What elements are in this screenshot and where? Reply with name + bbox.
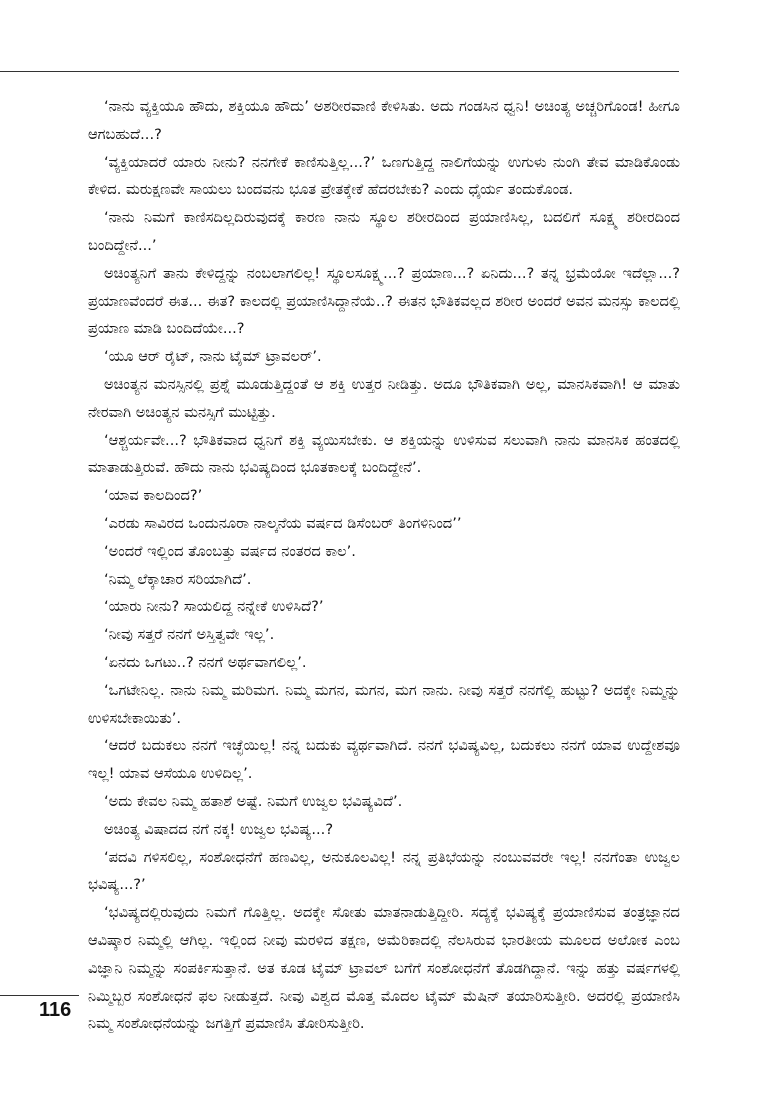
paragraph: ಅಚಿಂತ್ಯ ವಿಷಾದದ ನಗೆ ನಕ್ಕ! ಉಜ್ವಲ ಭವಿಷ್ಯ...?	[104, 820, 334, 838]
paragraph: ‘ಅಂದರೆ ಇಲ್ಲಿಂದ ತೊಂಬತ್ತು ವರ್ಷದ ನಂತರದ ಕಾಲ’.	[104, 542, 356, 560]
paragraph: ‘ನಾನು ವ್ಯಕ್ತಿಯೂ ಹೌದು, ಶಕ್ತಿಯೂ ಹೌದು’ ಅಶರೀರವಾಣಿ ಕೇಳಿಸಿತು. ಅದು ಗಂಡಸಿನ ಧ್ವನಿ! ಅಚಿಂತ್ಯ ಅಚ್ಚರಿಗೊಂಡ! ಹೀಗೂ ಆಗಬಹುದೆ...?	[88, 98, 680, 143]
footer-rule	[0, 995, 79, 996]
paragraph: ‘ಭವಿಷ್ಯದಲ್ಲಿರುವುದು ನಿಮಗೆ ಗೊತ್ತಿಲ್ಲ. ಅದಕ್ಕೇ ಸೋತು ಮಾತನಾಡುತ್ತಿದ್ದೀರಿ. ಸದ್ಯಕ್ಕೆ ಭವಿಷ್ಯಕ್ಕೆ ಪ್ರಯಾಣಿಸುವ ತಂತ್ರಜ್ಞಾನದ ಆವಿಷ್ಕಾರ ನಿಮ್ಮಲ್ಲಿ ಆಗಿಲ್ಲ. ಇಲ್ಲಿಂದ ನೀವು ಮರಳಿದ ತಕ್ಷಣ, ಅಮೆರಿಕಾದಲ್ಲಿ ನೆಲಸಿರುವ ಭಾರತೀಯ ಮೂಲದ ಅಲೋಕ ಎಂಬ ವಿಜ್ಞಾನಿ ನಿಮ್ಮನ್ನು ಸಂಪರ್ಕಿಸುತ್ತಾನೆ. ಅತ ಕೂಡ ಟೈಮ್ ಟ್ರಾವಲ್ ಬಗೆಗೆ ಸಂಶೋಧನೆಗೆ ತೊಡಗಿದ್ದಾನೆ. ಇನ್ನು ಹತ್ತು ವರ್ಷಗಳಲ್ಲಿ ನಿಮ್ಮಿಬ್ಬರ ಸಂಶೋಧನೆ ಫಲ ನೀಡುತ್ತದೆ. ನೀವು ವಿಶ್ವದ ಮೊತ್ತ ಮೊದಲ ಟೈಮ್ ಮೆಷಿನ್ ತಯಾರಿಸುತ್ತೀರಿ. ಅದರಲ್ಲಿ ಪ್ರಯಾಣಿಸಿ ನಿಮ್ಮ ಸಂಶೋಧನೆಯನ್ನು ಜಗತ್ತಿಗೆ ಪ್ರಮಾಣಿಸಿ ತೋರಿಸುತ್ತೀರಿ.	[88, 904, 680, 1033]
page-text	[88, 93, 680, 1038]
paragraph: ‘ಆಶ್ಚರ್ಯವೇ...? ಭೌತಿಕವಾದ ಧ್ವನಿಗೆ ಶಕ್ತಿ ವ್ಯಯಿಸಬೇಕು. ಆ ಶಕ್ತಿಯನ್ನು ಉಳಿಸುವ ಸಲುವಾಗಿ ನಾನು ಮಾನಸಿಕ ಹಂತದಲ್ಲಿ ಮಾತಾಡುತ್ತಿರುವೆ. ಹೌದು ನಾನು ಭವಿಷ್ಯದಿಂದ ಭೂತಕಾಲಕ್ಕೆ ಬಂದಿದ್ದೇನೆ’.	[88, 431, 680, 477]
page-number: 116	[39, 999, 72, 1021]
paragraph: ‘ಅದು ಕೇವಲ ನಿಮ್ಮ ಹತಾಶೆ ಅಷ್ಟೆ. ನಿಮಗೆ ಉಜ್ವಲ ಭವಿಷ್ಯವಿದೆ’.	[104, 792, 403, 810]
paragraph: ‘ಯಾವ ಕಾಲದಿಂದ?’	[104, 487, 203, 505]
paragraph: ‘ಯಾರು ನೀನು? ಸಾಯಲಿದ್ದ ನನ್ನೇಕೆ ಉಳಿಸಿದೆ?’	[104, 598, 324, 616]
paragraph: ಅಚಿಂತ್ಯನಿಗೆ ತಾನು ಕೇಳಿದ್ದನ್ನು ನಂಬಲಾಗಲಿಲ್ಲ! ಸ್ಥೂಲಸೂಕ್ಷ್ಮ...? ಪ್ರಯಾಣ...? ಏನಿದು...? ತನ್ನ ಭ್ರಮೆಯೋ ಇದೆಲ್ಲಾ...? ಪ್ರಯಾಣವೆಂದರೆ ಈತ... ಈತ? ಕಾಲದಲ್ಲಿ ಪ್ರಯಾಣಿಸಿದ್ದಾನೆಯೆ..? ಈತನ ಭೌತಿಕವಲ್ಲದ ಶರೀರ ಅಂದರೆ ಅವನ ಮನಸ್ಸು ಕಾಲದಲ್ಲಿ ಪ್ರಯಾಣ ಮಾಡಿ ಬಂದಿದೆಯೇ...?	[88, 264, 680, 338]
paragraph: ‘ನಿಮ್ಮ ಲೆಕ್ಕಾಚಾರ ಸರಿಯಾಗಿದೆ’.	[104, 570, 252, 588]
paragraph: ‘ಎರಡು ಸಾವಿರದ ಒಂದುನೂರಾ ನಾಲ್ಕನೆಯ ವರ್ಷದ ಡಿಸೆಂಬರ್ ತಿಂಗಳಿನಿಂದ’’	[104, 514, 462, 532]
paragraph: ‘ನಾನು ನಿಮಗೆ ಕಾಣಿಸದಿಲ್ಲದಿರುವುದಕ್ಕೆ ಕಾರಣ ನಾನು ಸ್ಥೂಲ ಶರೀರದಿಂದ ಪ್ರಯಾಣಿಸಿಲ್ಲ, ಬದಲಿಗೆ ಸೂಕ್ಷ್ಮ ಶರೀರದಿಂದ ಬಂದಿದ್ದೇನೆ...’	[88, 209, 680, 254]
paragraph: ‘ಯೂ ಆರ್ ರೈಟ್, ನಾನು ಟೈಮ್ ಟ್ರಾವಲರ್’.	[104, 348, 322, 366]
top-rule	[0, 71, 679, 72]
paragraph: ‘ನೀವು ಸತ್ತರೆ ನನಗೆ ಅಸ್ತಿತ್ವವೇ ಇಲ್ಲ’.	[104, 626, 275, 644]
paragraph: ‘ಪದವಿ ಗಳಿಸಲಿಲ್ಲ, ಸಂಶೋಧನೆಗೆ ಹಣವಿಲ್ಲ, ಅನುಕೂಲವಿಲ್ಲ! ನನ್ನ ಪ್ರತಿಭೆಯನ್ನು ನಂಬುವವರೇ ಇಲ್ಲ! ನನಗೆಂತಾ ಉಜ್ವಲ ಭವಿಷ್ಯ...?’	[88, 848, 680, 894]
paragraph: ಅಚಿಂತ್ಯನ ಮನಸ್ಸಿನಲ್ಲಿ ಪ್ರಶ್ನೆ ಮೂಡುತ್ತಿದ್ದಂತೆ ಆ ಶಕ್ತಿ ಉತ್ತರ ನೀಡಿತ್ತು. ಅದೂ ಭೌತಿಕವಾಗಿ ಅಲ್ಲ, ಮಾನಸಿಕವಾಗಿ! ಆ ಮಾತು ನೇರವಾಗಿ ಅಚಿಂತ್ಯನ ಮನಸ್ಸಿಗೆ ಮುಟ್ಟಿತ್ತು.	[88, 375, 680, 421]
paragraph: ‘ವ್ಯಕ್ತಿಯಾದರೆ ಯಾರು ನೀನು? ನನಗೇಕೆ ಕಾಣಿಸುತ್ತಿಲ್ಲ...?’ ಒಣಗುತ್ತಿದ್ದ ನಾಲಿಗೆಯನ್ನು ಉಗುಳು ನುಂಗಿ ತೇವ ಮಾಡಿಕೊಂಡು ಕೇಳಿದ. ಮರುಕ್ಷಣವೇ ಸಾಯಲು ಬಂದವನು ಭೂತ ಪ್ರೇತಕ್ಕೇಕೆ ಹೆದರಬೇಕು? ಎಂದು ಧೈರ್ಯ ತಂದುಕೊಂಡ.	[88, 153, 680, 199]
paragraph: ‘ಏನದು ಒಗಟು..? ನನಗೆ ಅರ್ಥವಾಗಲಿಲ್ಲ’.	[104, 653, 307, 671]
paragraph: ‘ಒಗಟೇನಿಲ್ಲ. ನಾನು ನಿಮ್ಮ ಮರಿಮಗ. ನಿಮ್ಮ ಮಗನ, ಮಗನ, ಮಗ ನಾನು. ನೀವು ಸತ್ತರೆ ನನಗೆಲ್ಲಿ ಹುಟ್ಟು? ಅದಕ್ಕೇ ನಿಮ್ಮನ್ನು ಉಳಿಸಬೇಕಾಯಿತು’.	[88, 681, 680, 727]
paragraph: ‘ಆದರೆ ಬದುಕಲು ನನಗೆ ಇಚ್ಛೆಯಿಲ್ಲ! ನನ್ನ ಬದುಕು ವ್ಯರ್ಥವಾಗಿದೆ. ನನಗೆ ಭವಿಷ್ಯವಿಲ್ಲ, ಬದುಕಲು ನನಗೆ ಯಾವ ಉದ್ದೇಶವೂ ಇಲ್ಲ! ಯಾವ ಆಸೆಯೂ ಉಳಿದಿಲ್ಲ’.	[88, 737, 680, 783]
